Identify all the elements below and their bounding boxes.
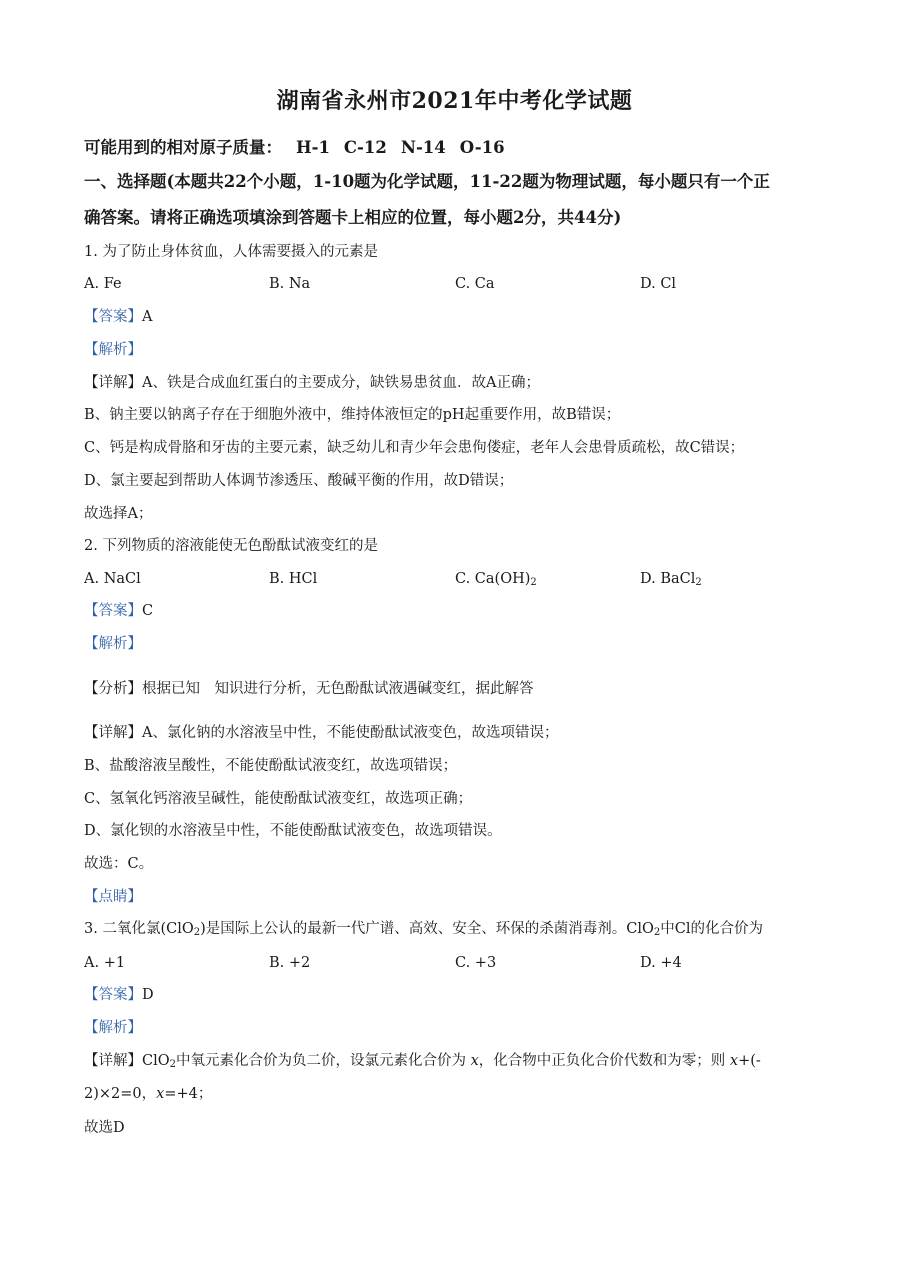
q2-stem: 2. 下列物质的溶液能使无色酚酞试液变红的是 bbox=[84, 538, 378, 554]
answer-tag: 【答案】 bbox=[84, 987, 142, 1003]
q3-detail-line1 bbox=[84, 1051, 761, 1075]
q3-detail-part: ，化合物中正负化合价代数和为零；则 bbox=[478, 1053, 730, 1069]
q3-detail-part: =+4； bbox=[164, 1086, 213, 1102]
subscript: 2 bbox=[695, 577, 702, 588]
q3-detail-part: 2)×2=0， bbox=[84, 1086, 157, 1102]
answer-value: D bbox=[142, 987, 154, 1003]
q1-detail-5: 故选择A； bbox=[84, 506, 153, 522]
q1-option-a: A. Fe bbox=[84, 276, 122, 292]
q2-option-d bbox=[640, 569, 702, 593]
answer-value: A bbox=[142, 309, 153, 325]
q3-option-b: B. +2 bbox=[269, 955, 311, 971]
atomic-mass-n: N-14 bbox=[400, 138, 446, 157]
subscript: 2 bbox=[653, 927, 661, 938]
q2-answer bbox=[84, 601, 153, 621]
q1-detail-1: 【详解】A、铁是合成血红蛋白的主要成分，缺铁易患贫血．故A正确； bbox=[84, 375, 540, 391]
answer-value: C bbox=[142, 603, 154, 619]
section-heading-line2: 确答案。请将正确选项填涂到答题卡上相应的位置，每小题2分，共44分) bbox=[84, 208, 622, 227]
q1-detail-3: C、钙是构成骨胳和牙齿的主要元素，缺乏幼儿和青少年会患佝偻症，老年人会患骨质疏松，故C错误； bbox=[84, 440, 745, 456]
q1-option-b: B. Na bbox=[269, 276, 311, 292]
q2-detail-3: C、氢氧化钙溶液呈碱性，能使酚酞试液变红，故选项正确； bbox=[84, 791, 473, 807]
q3-analysis-tag: 【解析】 bbox=[84, 1020, 142, 1036]
q2-dianjing: 【点睛】 bbox=[84, 889, 142, 905]
q2-option-c-text: C. Ca(OH) bbox=[455, 571, 531, 587]
q3-stem-part: 3. 二氧化氯(ClO bbox=[84, 921, 194, 937]
q2-detail-5: 故选：C。 bbox=[84, 856, 154, 872]
q2-fenxi: 【分析】根据已知 知识进行分析，无色酚酞试液遇碱变红，据此解答 bbox=[84, 681, 534, 697]
q3-answer bbox=[84, 985, 154, 1005]
q1-answer bbox=[84, 307, 152, 327]
q2-detail-2: B、盐酸溶液呈酸性，不能使酚酞试液变红，故选项错误； bbox=[84, 758, 458, 774]
q3-final: 故选D bbox=[84, 1120, 125, 1136]
q3-stem-part: )是国际上公认的最新一代广谱、高效、安全、环保的杀菌消毒剂。ClO bbox=[200, 921, 654, 937]
q3-detail-line2 bbox=[84, 1084, 212, 1104]
q2-option-b: B. HCl bbox=[269, 571, 318, 587]
q1-stem: 1. 为了防止身体贫血，人体需要摄入的元素是 bbox=[84, 244, 378, 260]
q2-detail-4: D、氯化钡的水溶液呈中性，不能使酚酞试液变色，故选项错误。 bbox=[84, 823, 502, 839]
q3-detail-part: 中氧元素化合价为负二价，设氯元素化合价为 bbox=[176, 1053, 471, 1069]
q2-option-d-text: D. BaCl bbox=[640, 571, 696, 587]
q3-stem-part: 中Cl的化合价为 bbox=[660, 921, 763, 937]
subscript: 2 bbox=[193, 927, 201, 938]
atomic-mass-o: O-16 bbox=[459, 138, 505, 157]
q1-detail-2: B、钠主要以钠离子存在于细胞外液中，维持体液恒定的pH起重要作用，故B错误； bbox=[84, 407, 621, 423]
q2-analysis-tag: 【解析】 bbox=[84, 636, 142, 652]
q3-option-d: D. +4 bbox=[640, 955, 682, 971]
variable-x: x bbox=[729, 1053, 739, 1069]
q3-stem bbox=[84, 919, 763, 943]
q3-option-c: C. +3 bbox=[455, 955, 497, 971]
q2-option-a: A. NaCl bbox=[84, 571, 141, 587]
page-title: 湖南省永州市2021年中考化学试题 bbox=[276, 88, 633, 114]
q1-detail-4: D、氯主要起到帮助人体调节渗透压、酸碱平衡的作用，故D错误； bbox=[84, 473, 514, 489]
atomic-mass-c: C-12 bbox=[343, 138, 387, 157]
subscript: 2 bbox=[169, 1059, 176, 1070]
q1-analysis-tag: 【解析】 bbox=[84, 342, 142, 358]
atomic-mass-label: 可能用到的相对原子质量： bbox=[84, 138, 282, 157]
q2-detail-1: 【详解】A、氯化钠的水溶液呈中性，不能使酚酞试液变色，故选项错误； bbox=[84, 725, 559, 741]
q3-detail-part: +(- bbox=[738, 1053, 761, 1069]
q3-option-a: A. +1 bbox=[84, 955, 126, 971]
answer-tag: 【答案】 bbox=[84, 309, 142, 325]
q2-option-c bbox=[455, 569, 537, 593]
q1-option-d: D. Cl bbox=[640, 276, 677, 292]
q3-detail-part: 【详解】ClO bbox=[84, 1053, 170, 1069]
section-heading-line1: 一、选择题(本题共22个小题，1-10题为化学试题，11-22题为物理试题，每小题只有一个正 bbox=[84, 172, 770, 191]
variable-x: x bbox=[156, 1086, 165, 1102]
atomic-mass-h: H-1 bbox=[296, 138, 330, 157]
variable-x: x bbox=[470, 1053, 479, 1069]
answer-tag: 【答案】 bbox=[84, 603, 142, 619]
atomic-mass-line bbox=[84, 138, 505, 158]
q1-option-c: C. Ca bbox=[455, 276, 495, 292]
subscript: 2 bbox=[530, 577, 537, 588]
